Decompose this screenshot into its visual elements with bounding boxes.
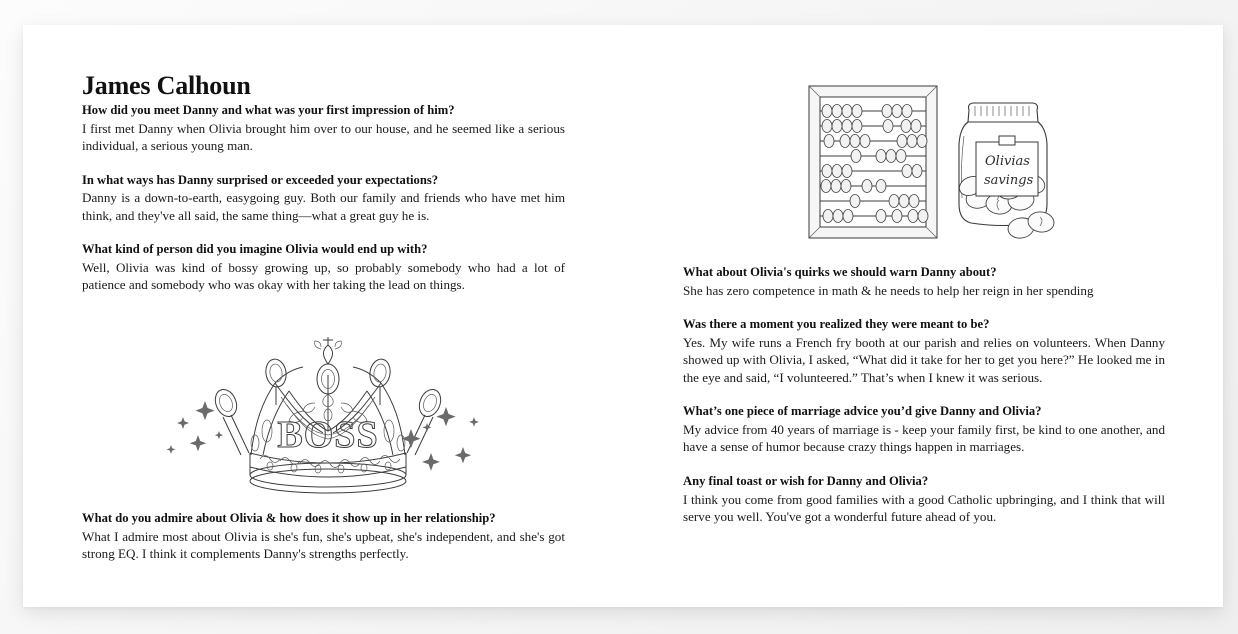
answer-text: Well, Olivia was kind of bossy growing up, so probably somebody who had a lot of patience and somebody who was okay with her taking the lead on things. (82, 259, 565, 293)
question-text: How did you meet Danny and what was your first impression of him? (82, 103, 455, 117)
question-text: Any final toast or wish for Danny and Olivia? (683, 474, 929, 489)
question-text: What do you admire about Olivia & how does it show up in her relationship? (82, 511, 496, 525)
qa-block (683, 403, 1165, 456)
left-column-qa-bottom (82, 510, 565, 563)
answer-text: Danny is a down-to-earth, easygoing guy. Both our family and friends who have met him think, and they've all said, the same thing—what a great guy he is. (82, 190, 565, 223)
savings-jar-icon (956, 103, 1055, 240)
answer-text: What I admire most about Olivia is she's fun, she's upbeat, she's independent, and she's got strong EQ. I think it complements Danny's strengths perfectly. (82, 528, 565, 562)
question-text: What’s one piece of marriage advice you’d give Danny and Olivia? (683, 404, 1042, 419)
left-column-qa-top (82, 102, 565, 294)
qa-block (683, 473, 1165, 526)
answer-text: I first met Danny when Olivia brought him over to our house, and he seemed like a serious individual, a serious young man. (82, 120, 565, 154)
answer-text: I think you come from good families with a good Catholic upbringing, and I think that will serve you well. You've got a wonderful future ahead of you. (683, 491, 1165, 525)
crown-boss-illustration (163, 335, 493, 505)
question-text: In what ways has Danny surprised or exceeded your expectations? (82, 172, 439, 187)
qa-block (82, 102, 565, 155)
jar-label-line1: Olivias (985, 154, 1030, 169)
question-text: What kind of person did you imagine Olivia would end up with? (82, 242, 428, 257)
abacus-icon (809, 86, 937, 238)
abacus-savings-jar-illustration (793, 80, 1083, 250)
answer-text: My advice from 40 years of marriage is - keep your family first, be kind to one another, and have a sense of humor because crazy things happen in marriages. (683, 421, 1165, 455)
crown-boss-text: BOSS (277, 414, 379, 456)
qa-block (82, 241, 565, 294)
question-text: What about Olivia's quirks we should warn Danny about? (683, 265, 997, 279)
right-column-qa (683, 264, 1165, 526)
qa-block (82, 510, 565, 563)
document-card (23, 25, 1223, 607)
answer-text: Yes. My wife runs a French fry booth at our parish and relies on volunteers. When Danny showed up with Olivia, I asked, “What did it take for her to get you here?” He looked me in the eye and said, “I volunteered.” That’s when I knew it was serious. (683, 334, 1165, 385)
qa-block (683, 264, 1165, 299)
page-title: James Calhoun (82, 71, 251, 101)
answer-text: She has zero competence in math & he needs to help her reign in her spending (683, 282, 1094, 298)
qa-block (683, 316, 1165, 386)
qa-block (82, 172, 565, 225)
question-text: Was there a moment you realized they were meant to be? (683, 317, 990, 332)
jar-label-line2: savings (984, 173, 1034, 188)
